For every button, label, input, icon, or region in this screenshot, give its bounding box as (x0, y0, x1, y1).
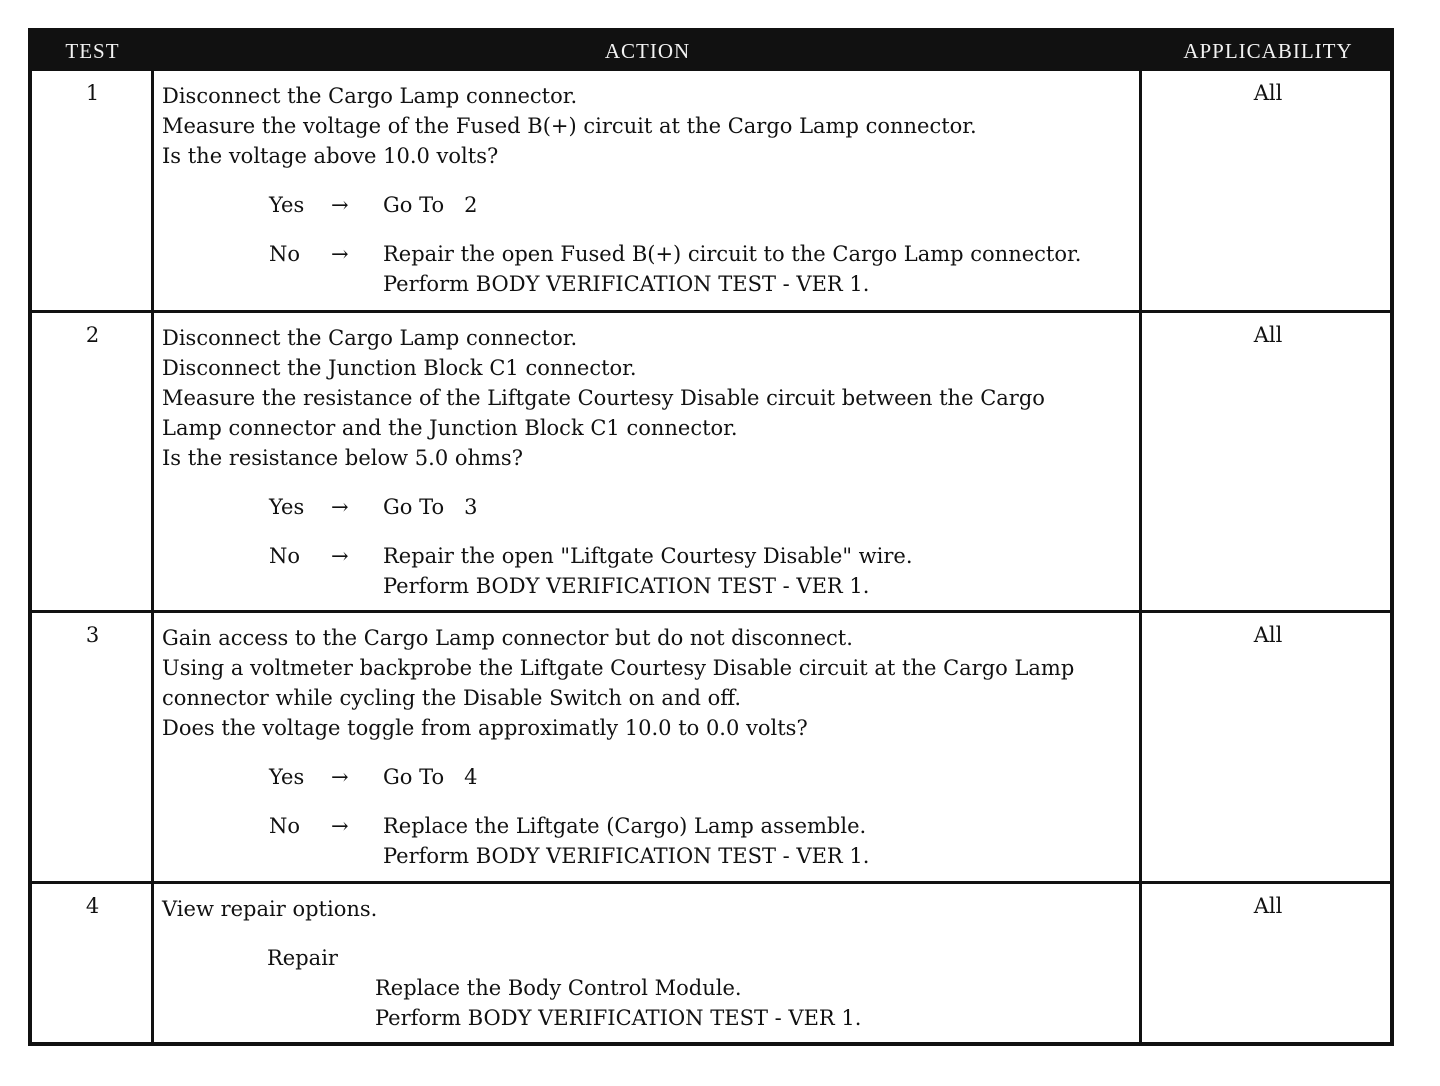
column-divider (151, 613, 154, 883)
no-action-line: Repair the open "Liftgate Courtesy Disable" wire. (383, 544, 913, 568)
no-label: No (269, 242, 301, 266)
no-action (383, 239, 1081, 299)
outcome-no (162, 811, 1137, 871)
outcomes (162, 492, 1137, 601)
outcomes (162, 190, 1137, 299)
no-action-line: Replace the Liftgate (Cargo) Lamp assemble. (383, 814, 867, 838)
action-step: Gain access to the Cargo Lamp connector but do not disconnect. (162, 626, 853, 650)
no-action-line: Perform BODY VERIFICATION TEST - VER 1. (383, 272, 870, 296)
outcome-no (162, 239, 1137, 299)
action-step: Measure the voltage of the Fused B(+) circuit at the Cargo Lamp connector. (162, 114, 977, 138)
test-number: 1 (85, 81, 100, 105)
action-cell (162, 623, 1137, 871)
outcome-yes (162, 492, 1137, 522)
repair-label: Repair (267, 946, 338, 970)
test-number: 4 (85, 894, 100, 918)
repair-step: Perform BODY VERIFICATION TEST - VER 1. (375, 1006, 862, 1030)
action-step: connector while cycling the Disable Switch on and off. (162, 686, 742, 710)
no-action-line: Perform BODY VERIFICATION TEST - VER 1. (383, 844, 870, 868)
action-step: Lamp connector and the Junction Block C1 connector. (162, 416, 738, 440)
test-row-2 (32, 310, 1390, 613)
no-action-line: Repair the open Fused B(+) circuit to the Cargo Lamp connector. (383, 242, 1082, 266)
test-number: 2 (85, 323, 100, 347)
right-arrow-icon: → (331, 814, 349, 838)
action-step: Disconnect the Cargo Lamp connector. (162, 326, 578, 350)
outcome-yes (162, 762, 1137, 792)
test-row-1 (32, 71, 1390, 313)
yes-label: Yes (269, 193, 305, 217)
no-label: No (269, 544, 301, 568)
no-action (383, 541, 913, 601)
test-number: 3 (85, 623, 100, 647)
action-step: Does the voltage toggle from approximatly 10.0 to 0.0 volts? (162, 716, 808, 740)
test-row-3 (32, 610, 1390, 883)
action-step: View repair options. (162, 897, 378, 921)
yes-label: Yes (269, 765, 305, 789)
applicability-value: All (1253, 894, 1283, 918)
yes-action: Go To 4 (383, 765, 478, 789)
no-label: No (269, 814, 301, 838)
action-step: Measure the resistance of the Liftgate Courtesy Disable circuit between the Cargo (162, 386, 1045, 410)
outcome-no (162, 541, 1137, 601)
header-test: TEST (65, 39, 120, 63)
action-cell (162, 323, 1137, 601)
test-row-4 (32, 881, 1390, 1042)
column-divider (151, 313, 154, 613)
right-arrow-icon: → (331, 193, 349, 217)
yes-label: Yes (269, 495, 305, 519)
action-step: Disconnect the Cargo Lamp connector. (162, 84, 578, 108)
yes-action: Go To 2 (383, 193, 478, 217)
applicability-value: All (1253, 623, 1283, 647)
header-action: ACTION (604, 39, 691, 63)
action-step: Disconnect the Junction Block C1 connector. (162, 356, 637, 380)
action-step: Is the resistance below 5.0 ohms? (162, 446, 523, 470)
table-header (32, 32, 1390, 71)
action-cell (162, 81, 1137, 299)
header-applicability: APPLICABILITY (1183, 39, 1353, 63)
repair-step: Replace the Body Control Module. (375, 976, 742, 1000)
action-step: Using a voltmeter backprobe the Liftgate Courtesy Disable circuit at the Cargo Lamp (162, 656, 1075, 680)
applicability-value: All (1253, 81, 1283, 105)
no-action (383, 811, 869, 871)
repair-options (162, 943, 1137, 1033)
applicability-value: All (1253, 323, 1283, 347)
yes-action: Go To 3 (383, 495, 478, 519)
action-cell (162, 894, 1137, 1033)
diagnostic-test-table (28, 28, 1394, 1046)
outcomes (162, 762, 1137, 871)
column-divider (151, 71, 154, 313)
action-step: Is the voltage above 10.0 volts? (162, 144, 499, 168)
no-action-line: Perform BODY VERIFICATION TEST - VER 1. (383, 574, 870, 598)
column-divider (1139, 71, 1142, 313)
right-arrow-icon: → (331, 242, 349, 266)
right-arrow-icon: → (331, 495, 349, 519)
column-divider (1139, 313, 1142, 613)
outcome-yes (162, 190, 1137, 220)
right-arrow-icon: → (331, 544, 349, 568)
column-divider (1139, 613, 1142, 883)
right-arrow-icon: → (331, 765, 349, 789)
